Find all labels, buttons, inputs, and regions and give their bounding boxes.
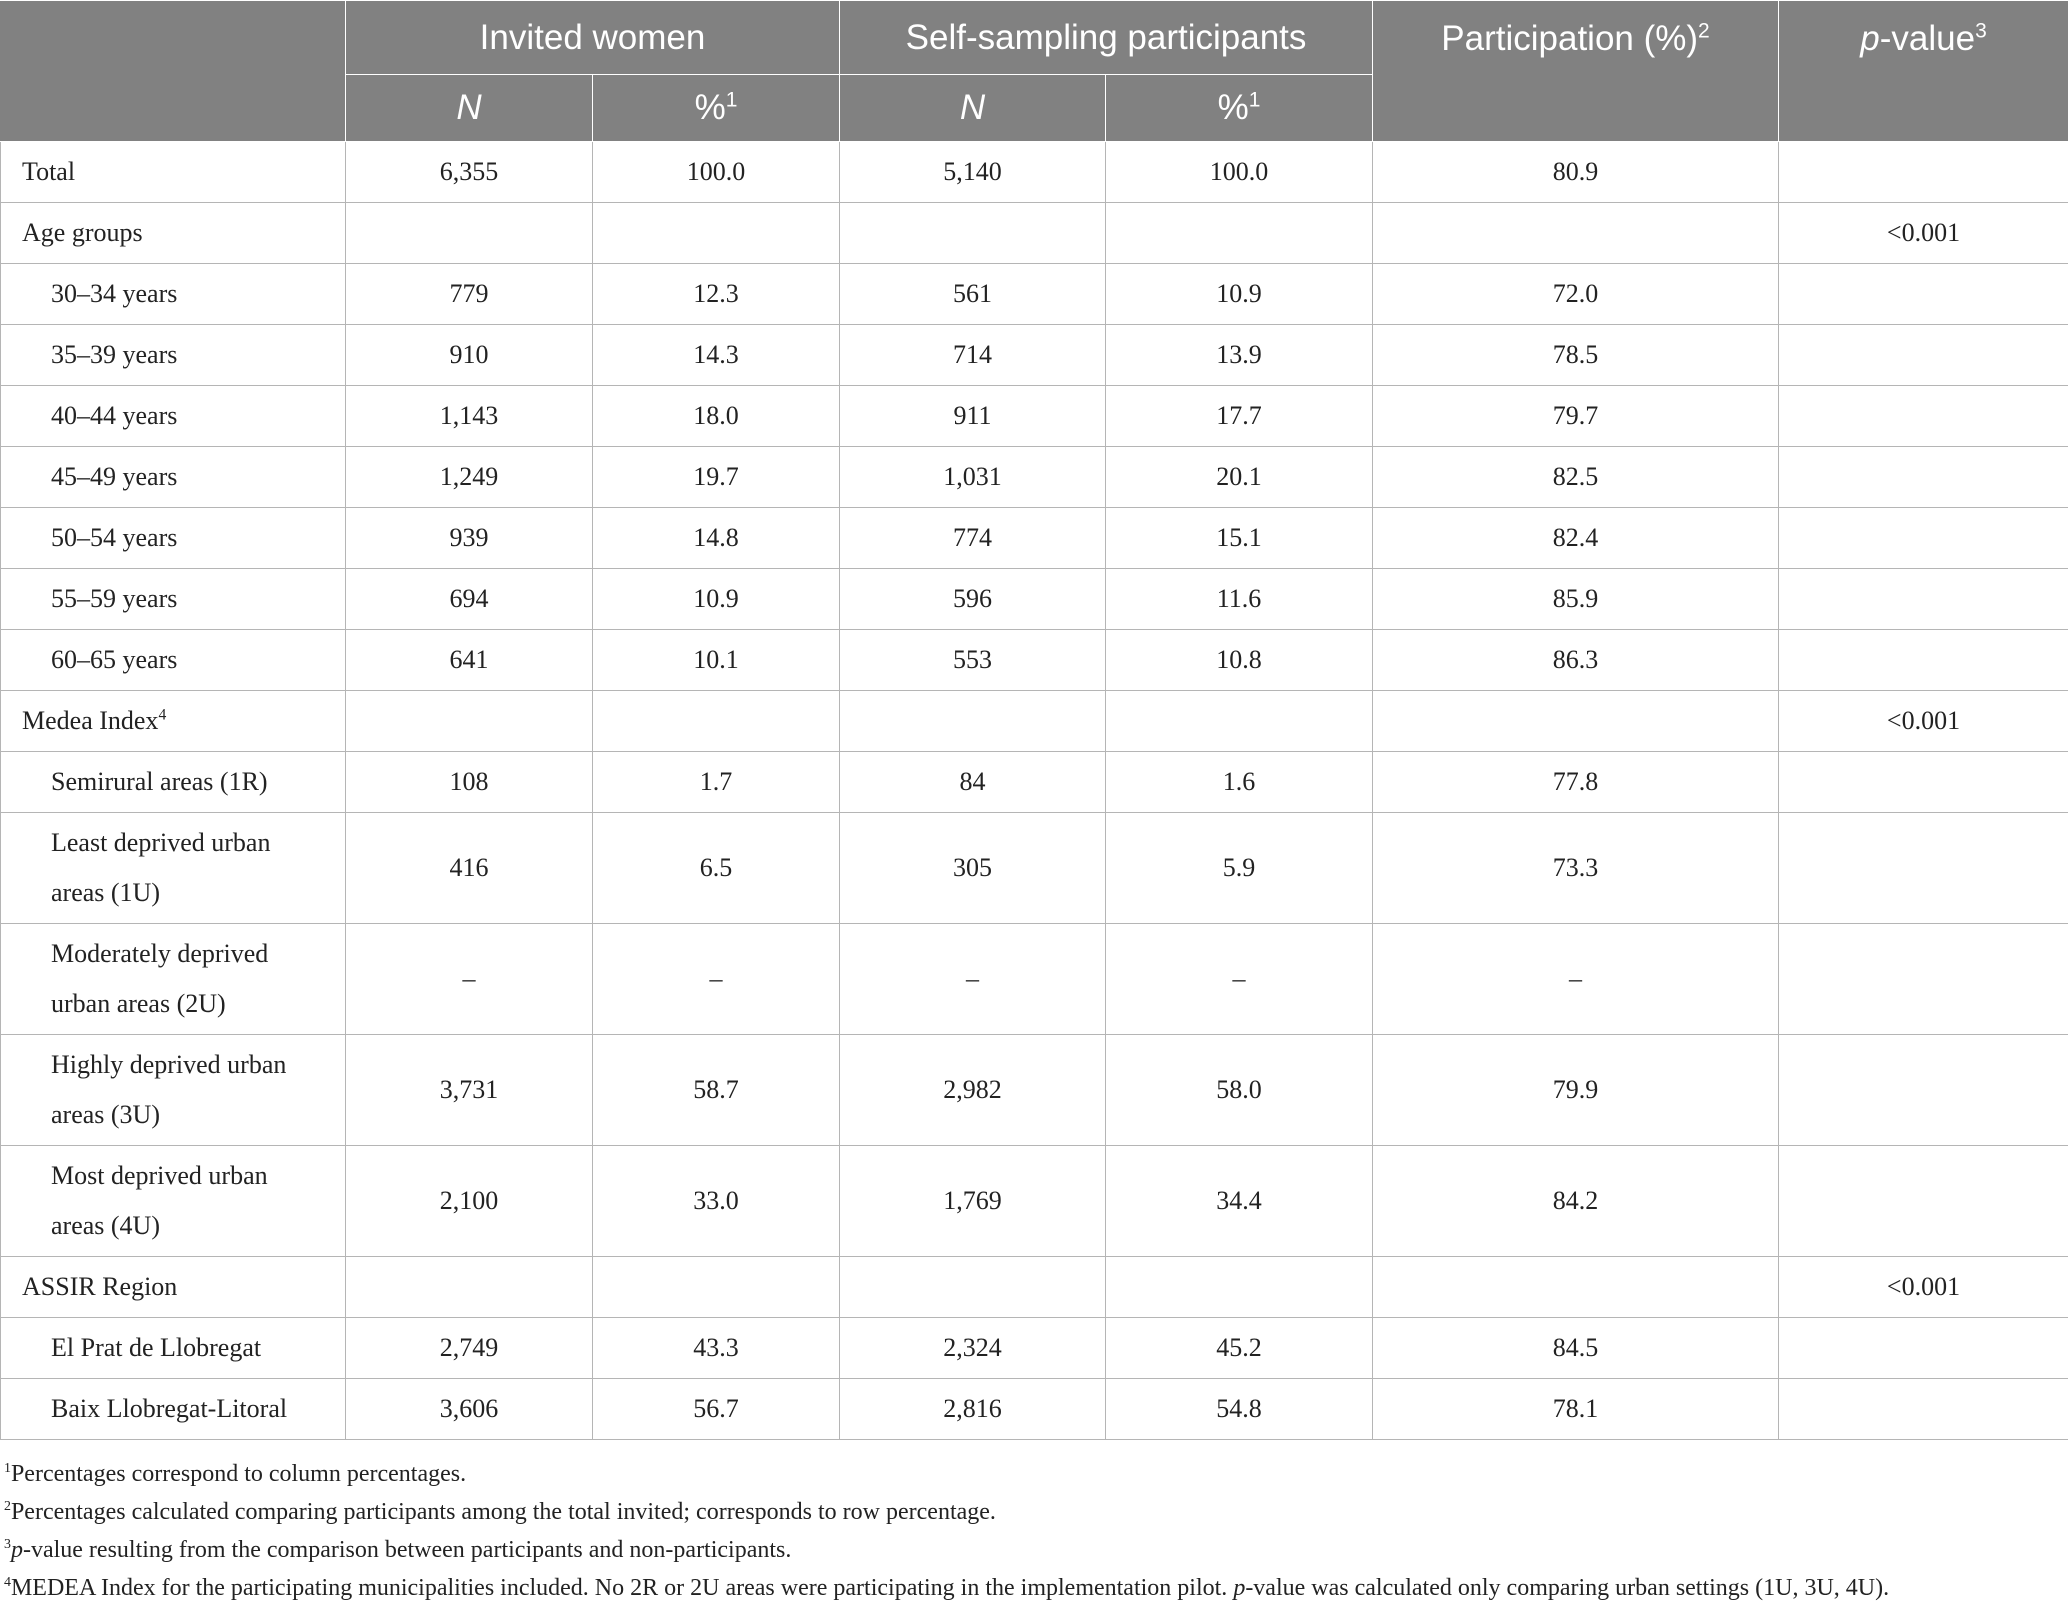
table-row	[1, 630, 2068, 691]
header-participants-pct	[1106, 75, 1373, 142]
cell-pvalue	[1779, 325, 2068, 386]
cell-participants-n: 1,769	[840, 1146, 1106, 1257]
cell-participation: –	[1373, 924, 1779, 1035]
cell-participants-n	[840, 1257, 1106, 1318]
row-label: El Prat de Llobregat	[1, 1318, 346, 1379]
cell-invited-pct: 43.3	[593, 1318, 840, 1379]
table-row	[1, 924, 2068, 1035]
footnote-marker: 3	[4, 1537, 11, 1552]
table-row	[1, 386, 2068, 447]
cell-participants-pct: 34.4	[1106, 1146, 1373, 1257]
footnote-text: Percentages calculated comparing participants among the total invited; corresponds to row percentage.	[10, 1499, 996, 1525]
cell-pvalue	[1779, 447, 2068, 508]
cell-invited-n	[346, 203, 593, 264]
cell-participation	[1373, 691, 1779, 752]
table-row	[1, 1379, 2068, 1440]
cell-invited-pct: 12.3	[593, 264, 840, 325]
table-row-age-groups	[1, 203, 2068, 264]
header-participation-sup: 2	[1698, 19, 1710, 43]
table-row	[1, 325, 2068, 386]
table-row	[1, 1035, 2068, 1146]
cell-invited-n: 108	[346, 752, 593, 813]
table-header	[1, 1, 2068, 142]
row-label: 55–59 years	[1, 569, 346, 630]
cell-participants-pct: 20.1	[1106, 447, 1373, 508]
header-participation	[1373, 1, 1779, 142]
table-row	[1, 569, 2068, 630]
cell-participation: 78.1	[1373, 1379, 1779, 1440]
cell-pvalue	[1779, 813, 2068, 924]
cell-participation: 72.0	[1373, 264, 1779, 325]
header-blank-cell	[1, 1, 346, 142]
table-footnotes	[4, 1455, 2064, 1607]
cell-participation: 84.2	[1373, 1146, 1779, 1257]
cell-participation: 84.5	[1373, 1318, 1779, 1379]
cell-participants-pct: 13.9	[1106, 325, 1373, 386]
cell-pvalue: <0.001	[1779, 691, 2068, 752]
cell-participants-n: 553	[840, 630, 1106, 691]
row-label-sup: 4	[158, 706, 167, 724]
header-pvalue-label: -value	[1879, 19, 1976, 58]
row-label-line1: Most deprived urban	[51, 1161, 268, 1190]
cell-pvalue	[1779, 386, 2068, 447]
row-label: ASSIR Region	[1, 1257, 346, 1318]
row-label	[1, 1035, 346, 1146]
cell-participants-pct: 17.7	[1106, 386, 1373, 447]
cell-participants-n: 774	[840, 508, 1106, 569]
header-invited-n	[346, 75, 593, 142]
cell-participation: 80.9	[1373, 142, 1779, 203]
table-row	[1, 752, 2068, 813]
row-label: Total	[1, 142, 346, 203]
header-self-sampling-participants: Self-sampling participants	[840, 1, 1373, 75]
cell-invited-pct: 33.0	[593, 1146, 840, 1257]
row-label: Semirural areas (1R)	[1, 752, 346, 813]
cell-participants-pct	[1106, 1257, 1373, 1318]
header-pct-label: %	[1217, 88, 1249, 127]
cell-invited-n: 910	[346, 325, 593, 386]
cell-participants-pct: 1.6	[1106, 752, 1373, 813]
cell-invited-n: 641	[346, 630, 593, 691]
cell-pvalue	[1779, 924, 2068, 1035]
cell-participants-n: 561	[840, 264, 1106, 325]
cell-invited-n: –	[346, 924, 593, 1035]
table-row-medea-index	[1, 691, 2068, 752]
cell-invited-pct	[593, 691, 840, 752]
cell-invited-pct: 18.0	[593, 386, 840, 447]
footnote-3	[4, 1531, 2064, 1569]
cell-invited-pct: 19.7	[593, 447, 840, 508]
cell-participants-pct: 10.9	[1106, 264, 1373, 325]
cell-invited-n: 416	[346, 813, 593, 924]
row-label: 35–39 years	[1, 325, 346, 386]
footnote-text-2: -value was calculated only comparing urban settings (1U, 3U, 4U).	[1245, 1575, 1890, 1601]
cell-participants-n: 1,031	[840, 447, 1106, 508]
cell-invited-n: 2,100	[346, 1146, 593, 1257]
cell-participation	[1373, 203, 1779, 264]
table-row	[1, 1318, 2068, 1379]
cell-invited-pct: 6.5	[593, 813, 840, 924]
cell-invited-n: 3,606	[346, 1379, 593, 1440]
header-participants-n	[840, 75, 1106, 142]
row-label	[1, 924, 346, 1035]
footnote-4	[4, 1569, 2064, 1607]
row-label	[1, 691, 346, 752]
cell-participation: 86.3	[1373, 630, 1779, 691]
table-row-assir-region	[1, 1257, 2068, 1318]
row-label: 40–44 years	[1, 386, 346, 447]
row-label: 45–49 years	[1, 447, 346, 508]
cell-invited-pct: 58.7	[593, 1035, 840, 1146]
cell-participants-n: 305	[840, 813, 1106, 924]
cell-participation: 85.9	[1373, 569, 1779, 630]
cell-invited-pct: 10.1	[593, 630, 840, 691]
cell-participants-pct	[1106, 691, 1373, 752]
cell-invited-n: 2,749	[346, 1318, 593, 1379]
table-row	[1, 264, 2068, 325]
cell-participants-pct: 100.0	[1106, 142, 1373, 203]
cell-pvalue	[1779, 1318, 2068, 1379]
header-participation-label: Participation (%)	[1441, 19, 1699, 58]
cell-invited-n: 3,731	[346, 1035, 593, 1146]
cell-invited-n	[346, 1257, 593, 1318]
footnote-marker: 2	[4, 1499, 11, 1514]
cell-participation: 78.5	[1373, 325, 1779, 386]
cell-participants-pct: 5.9	[1106, 813, 1373, 924]
row-label	[1, 1146, 346, 1257]
cell-participants-pct: 54.8	[1106, 1379, 1373, 1440]
row-label: Age groups	[1, 203, 346, 264]
footnote-text: Percentages correspond to column percentages.	[10, 1461, 467, 1487]
cell-pvalue	[1779, 1146, 2068, 1257]
cell-participation: 79.9	[1373, 1035, 1779, 1146]
cell-pvalue	[1779, 508, 2068, 569]
header-n-label: N	[456, 88, 482, 127]
cell-participation	[1373, 1257, 1779, 1318]
cell-invited-pct: 14.3	[593, 325, 840, 386]
footnote-text: MEDEA Index for the participating municipalities included. No 2R or 2U areas were participating in the implementation pilot.	[10, 1575, 1234, 1601]
row-label-line2: areas (3U)	[51, 1100, 160, 1129]
row-label-line1: Least deprived urban	[51, 828, 271, 857]
cell-participants-pct: 58.0	[1106, 1035, 1373, 1146]
row-label-line1: Highly deprived urban	[51, 1050, 287, 1079]
table-row	[1, 813, 2068, 924]
cell-pvalue: <0.001	[1779, 203, 2068, 264]
cell-pvalue	[1779, 1035, 2068, 1146]
cell-participants-n: 84	[840, 752, 1106, 813]
footnote-marker: 1	[4, 1461, 11, 1476]
cell-invited-n: 1,143	[346, 386, 593, 447]
table-row	[1, 447, 2068, 508]
footnote-marker: 4	[4, 1575, 11, 1590]
table-body	[1, 142, 2068, 1440]
cell-invited-pct: –	[593, 924, 840, 1035]
cell-participation: 79.7	[1373, 386, 1779, 447]
header-pct-sup: 1	[725, 88, 738, 112]
row-label: Baix Llobregat-Litoral	[1, 1379, 346, 1440]
cell-participants-n: –	[840, 924, 1106, 1035]
row-label-text: Medea Index	[22, 706, 159, 735]
table-row	[1, 1146, 2068, 1257]
cell-invited-n: 694	[346, 569, 593, 630]
footnote-2	[4, 1493, 2064, 1531]
cell-invited-pct	[593, 203, 840, 264]
cell-pvalue	[1779, 142, 2068, 203]
cell-invited-pct: 1.7	[593, 752, 840, 813]
header-n-label: N	[959, 88, 986, 127]
footnote-italic: p	[10, 1537, 23, 1563]
cell-participants-n: 596	[840, 569, 1106, 630]
cell-participation: 77.8	[1373, 752, 1779, 813]
cell-pvalue: <0.001	[1779, 1257, 2068, 1318]
cell-invited-n: 1,249	[346, 447, 593, 508]
row-label	[1, 813, 346, 924]
cell-invited-pct: 56.7	[593, 1379, 840, 1440]
cell-invited-pct	[593, 1257, 840, 1318]
cell-participants-pct: 45.2	[1106, 1318, 1373, 1379]
cell-participation: 82.5	[1373, 447, 1779, 508]
table-row-total	[1, 142, 2068, 203]
cell-pvalue	[1779, 569, 2068, 630]
header-invited-women: Invited women	[346, 1, 840, 75]
footnote-italic: p	[1233, 1575, 1246, 1601]
header-pct-sup: 1	[1248, 88, 1261, 112]
table-row	[1, 508, 2068, 569]
cell-participants-pct	[1106, 203, 1373, 264]
cell-participants-pct: –	[1106, 924, 1373, 1035]
cell-invited-pct: 14.8	[593, 508, 840, 569]
cell-participants-n: 2,816	[840, 1379, 1106, 1440]
cell-participants-n: 911	[840, 386, 1106, 447]
header-pvalue-sup: 3	[1975, 19, 1987, 43]
header-pvalue	[1779, 1, 2068, 142]
footnote-text: -value resulting from the comparison between participants and non-participants.	[22, 1537, 792, 1563]
cell-pvalue	[1779, 264, 2068, 325]
cell-pvalue	[1779, 1379, 2068, 1440]
header-pvalue-italic: p	[1860, 19, 1880, 58]
cell-participants-n: 5,140	[840, 142, 1106, 203]
row-label: 50–54 years	[1, 508, 346, 569]
cell-participants-pct: 11.6	[1106, 569, 1373, 630]
cell-participation: 82.4	[1373, 508, 1779, 569]
cell-pvalue	[1779, 630, 2068, 691]
row-label: 60–65 years	[1, 630, 346, 691]
cell-participants-pct: 10.8	[1106, 630, 1373, 691]
header-invited-pct	[593, 75, 840, 142]
row-label-line2: areas (4U)	[51, 1211, 160, 1240]
footnote-1	[4, 1455, 2064, 1493]
cell-invited-n: 939	[346, 508, 593, 569]
cell-participants-pct: 15.1	[1106, 508, 1373, 569]
cell-participants-n: 2,324	[840, 1318, 1106, 1379]
cell-participants-n: 2,982	[840, 1035, 1106, 1146]
cell-participants-n: 714	[840, 325, 1106, 386]
cell-invited-n	[346, 691, 593, 752]
row-label-line2: urban areas (2U)	[51, 989, 226, 1018]
cell-invited-pct: 10.9	[593, 569, 840, 630]
cell-pvalue	[1779, 752, 2068, 813]
row-label: 30–34 years	[1, 264, 346, 325]
cell-participation: 73.3	[1373, 813, 1779, 924]
cell-participants-n	[840, 691, 1106, 752]
cell-invited-pct: 100.0	[593, 142, 840, 203]
header-pct-label: %	[694, 88, 726, 127]
cell-participants-n	[840, 203, 1106, 264]
row-label-line2: areas (1U)	[51, 878, 160, 907]
cell-invited-n: 779	[346, 264, 593, 325]
row-label-line1: Moderately deprived	[51, 939, 269, 968]
cell-invited-n: 6,355	[346, 142, 593, 203]
